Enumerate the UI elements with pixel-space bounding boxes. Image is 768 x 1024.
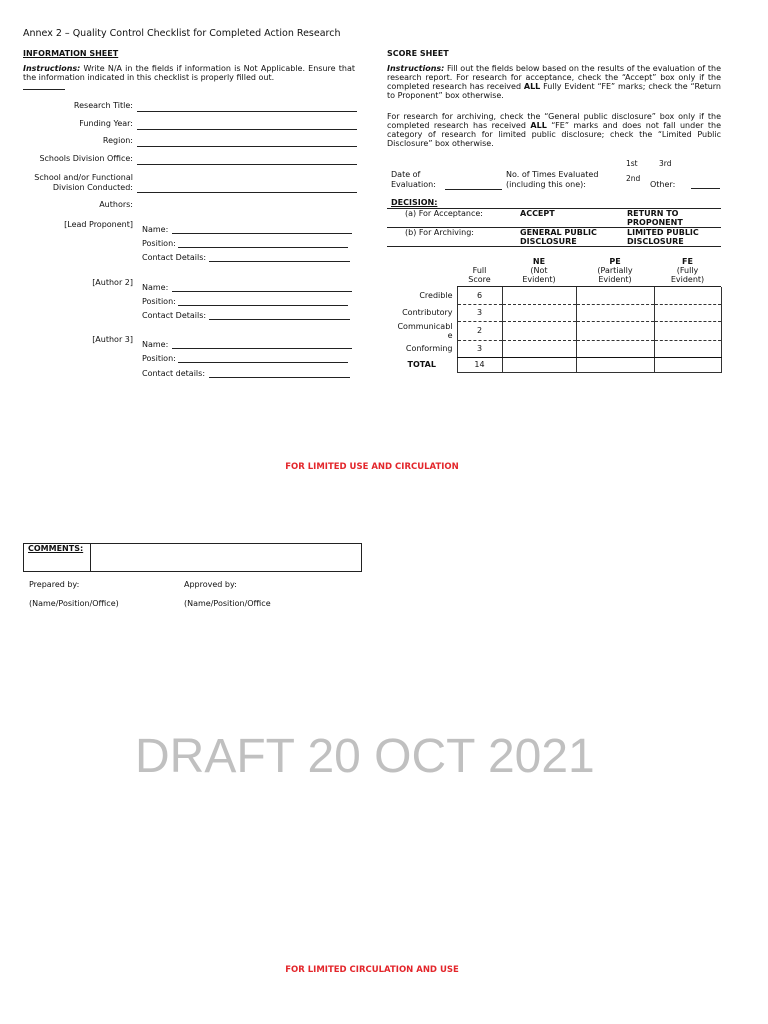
prepared-by-label: Prepared by:: [29, 580, 80, 589]
second-option[interactable]: 2nd: [626, 174, 641, 183]
lead-position-field[interactable]: [178, 247, 348, 248]
author2-label: [Author 2]: [92, 278, 133, 287]
annex-title: Annex 2 – Quality Control Checklist for Completed Action Research: [23, 28, 341, 39]
comments-label: COMMENTS:: [28, 544, 91, 571]
pe-cell[interactable]: [576, 321, 654, 340]
ne-cell[interactable]: [502, 340, 576, 357]
first-option[interactable]: 1st: [626, 159, 638, 168]
for-acceptance-label: (a) For Acceptance:: [405, 209, 483, 218]
times-evaluated-label: No. of Times Evaluated (including this one):: [506, 170, 599, 189]
decision-heading: DECISION:: [391, 198, 438, 207]
total-label: TOTAL: [407, 360, 436, 369]
criterion-label: Credible: [419, 291, 453, 300]
col-partially-evident: PE (Partially Evident): [597, 257, 633, 284]
lead-position-label: Position:: [142, 239, 176, 248]
lead-contact-field[interactable]: [209, 261, 350, 262]
score-instructions: Instructions: Fill out the fields below based on the results of the evaluation of the research report. For research for acceptance, check the “Accept” box only if the completed research has received ALL Fully Evident “FE” marks; check the “Return to Proponent” box otherwise.: [387, 64, 721, 100]
lead-proponent-label: [Lead Proponent]: [64, 220, 133, 229]
full-score-cell: 6: [457, 287, 502, 304]
pe-cell[interactable]: [576, 340, 654, 357]
col-fully-evident: FE (Fully Evident): [670, 257, 705, 284]
return-to-proponent-option[interactable]: RETURN TO PROPONENT: [627, 209, 683, 227]
pe-total-cell[interactable]: [576, 357, 654, 372]
comments-box: [23, 543, 362, 572]
fe-cell[interactable]: [654, 287, 721, 304]
authors-label: Authors:: [99, 200, 133, 209]
school-field[interactable]: [137, 192, 357, 193]
score-sheet-heading: SCORE SHEET: [387, 49, 449, 58]
author2-position-label: Position:: [142, 297, 176, 306]
author2-contact-label: Contact Details:: [142, 311, 207, 320]
full-score-cell: 3: [457, 304, 502, 321]
accept-option[interactable]: ACCEPT: [520, 209, 555, 218]
criterion-label: Conforming: [405, 344, 453, 353]
author2-contact-field[interactable]: [209, 319, 350, 320]
author3-name-label: Name:: [142, 340, 169, 349]
ne-cell[interactable]: [502, 304, 576, 321]
approved-by-name: (Name/Position/Office: [184, 599, 271, 608]
lead-contact-label: Contact Details:: [142, 253, 207, 262]
table-row: [387, 321, 721, 340]
author3-position-field[interactable]: [178, 362, 348, 363]
archiving-instructions: For research for archiving, check the “General public disclosure” box only if the completed research has received ALL “FE” marks and does not fall under the category of research for limited public disclosure; check the “Limited Public Disclosure” box otherwise.: [387, 112, 721, 148]
limited-public-disclosure-option[interactable]: LIMITED PUBLIC DISCLOSURE: [627, 228, 699, 246]
division-office-field[interactable]: [137, 164, 357, 165]
date-of-evaluation-field[interactable]: [445, 189, 502, 190]
fe-cell[interactable]: [654, 340, 721, 357]
fe-cell[interactable]: [654, 321, 721, 340]
research-title-label: Research Title:: [73, 101, 133, 110]
criterion-label: Communicabl e: [397, 321, 453, 340]
full-score-cell: 2: [457, 321, 502, 340]
region-label: Region:: [102, 136, 133, 145]
research-title-field[interactable]: [137, 111, 357, 112]
author3-position-label: Position:: [142, 354, 176, 363]
author3-contact-label: Contact details:: [142, 369, 206, 378]
approved-by-label: Approved by:: [184, 580, 237, 589]
comments-field[interactable]: [91, 544, 361, 571]
col-full-score: Full Score: [468, 266, 491, 284]
pe-cell[interactable]: [576, 287, 654, 304]
table-row: [387, 304, 721, 321]
other-field[interactable]: [691, 188, 720, 189]
limited-circulation-notice: FOR LIMITED CIRCULATION AND USE: [285, 965, 459, 975]
criterion-label: Contributory: [402, 308, 453, 317]
author2-name-field[interactable]: [172, 291, 352, 292]
date-of-evaluation-label: Date of Evaluation:: [391, 170, 436, 189]
author3-label: [Author 3]: [92, 335, 133, 344]
pe-cell[interactable]: [576, 304, 654, 321]
division-office-label: Schools Division Office:: [39, 154, 133, 163]
draft-watermark: DRAFT 20 OCT 2021: [135, 730, 595, 783]
fe-cell[interactable]: [654, 304, 721, 321]
funding-year-label: Funding Year:: [79, 119, 133, 128]
school-label: School and/or Functional Division Conducted:: [34, 173, 133, 192]
table-row: [387, 357, 721, 372]
ne-cell[interactable]: [502, 321, 576, 340]
lead-name-field[interactable]: [172, 233, 352, 234]
info-sheet-heading: INFORMATION SHEET: [23, 49, 119, 58]
other-label: Other:: [650, 180, 676, 189]
full-score-cell: 3: [457, 340, 502, 357]
funding-year-field[interactable]: [137, 129, 357, 130]
third-option[interactable]: 3rd: [659, 159, 672, 168]
general-public-disclosure-option[interactable]: GENERAL PUBLIC DISCLOSURE: [520, 228, 597, 246]
decision-bottom-rule: [387, 246, 721, 247]
ne-total-cell[interactable]: [502, 357, 576, 372]
total-cell: 14: [457, 357, 502, 372]
ne-cell[interactable]: [502, 287, 576, 304]
col-not-evident: NE (Not Evident): [522, 257, 556, 284]
table-row: [387, 340, 721, 357]
fe-total-cell[interactable]: [654, 357, 721, 372]
limited-use-notice: FOR LIMITED USE AND CIRCULATION: [285, 462, 459, 472]
author2-position-field[interactable]: [178, 305, 348, 306]
for-archiving-label: (b) For Archiving:: [405, 228, 474, 237]
divider: [23, 89, 65, 90]
author3-name-field[interactable]: [172, 348, 352, 349]
prepared-by-name: (Name/Position/Office): [29, 599, 119, 608]
region-field[interactable]: [137, 146, 357, 147]
lead-name-label: Name:: [142, 225, 169, 234]
score-table: [387, 287, 722, 373]
info-instructions: Instructions: Write N/A in the fields if information is Not Applicable. Ensure that the information indicated in this checklist is properly filled out.: [23, 64, 355, 82]
table-row: [387, 287, 721, 304]
author2-name-label: Name:: [142, 283, 169, 292]
author3-contact-field[interactable]: [209, 377, 350, 378]
